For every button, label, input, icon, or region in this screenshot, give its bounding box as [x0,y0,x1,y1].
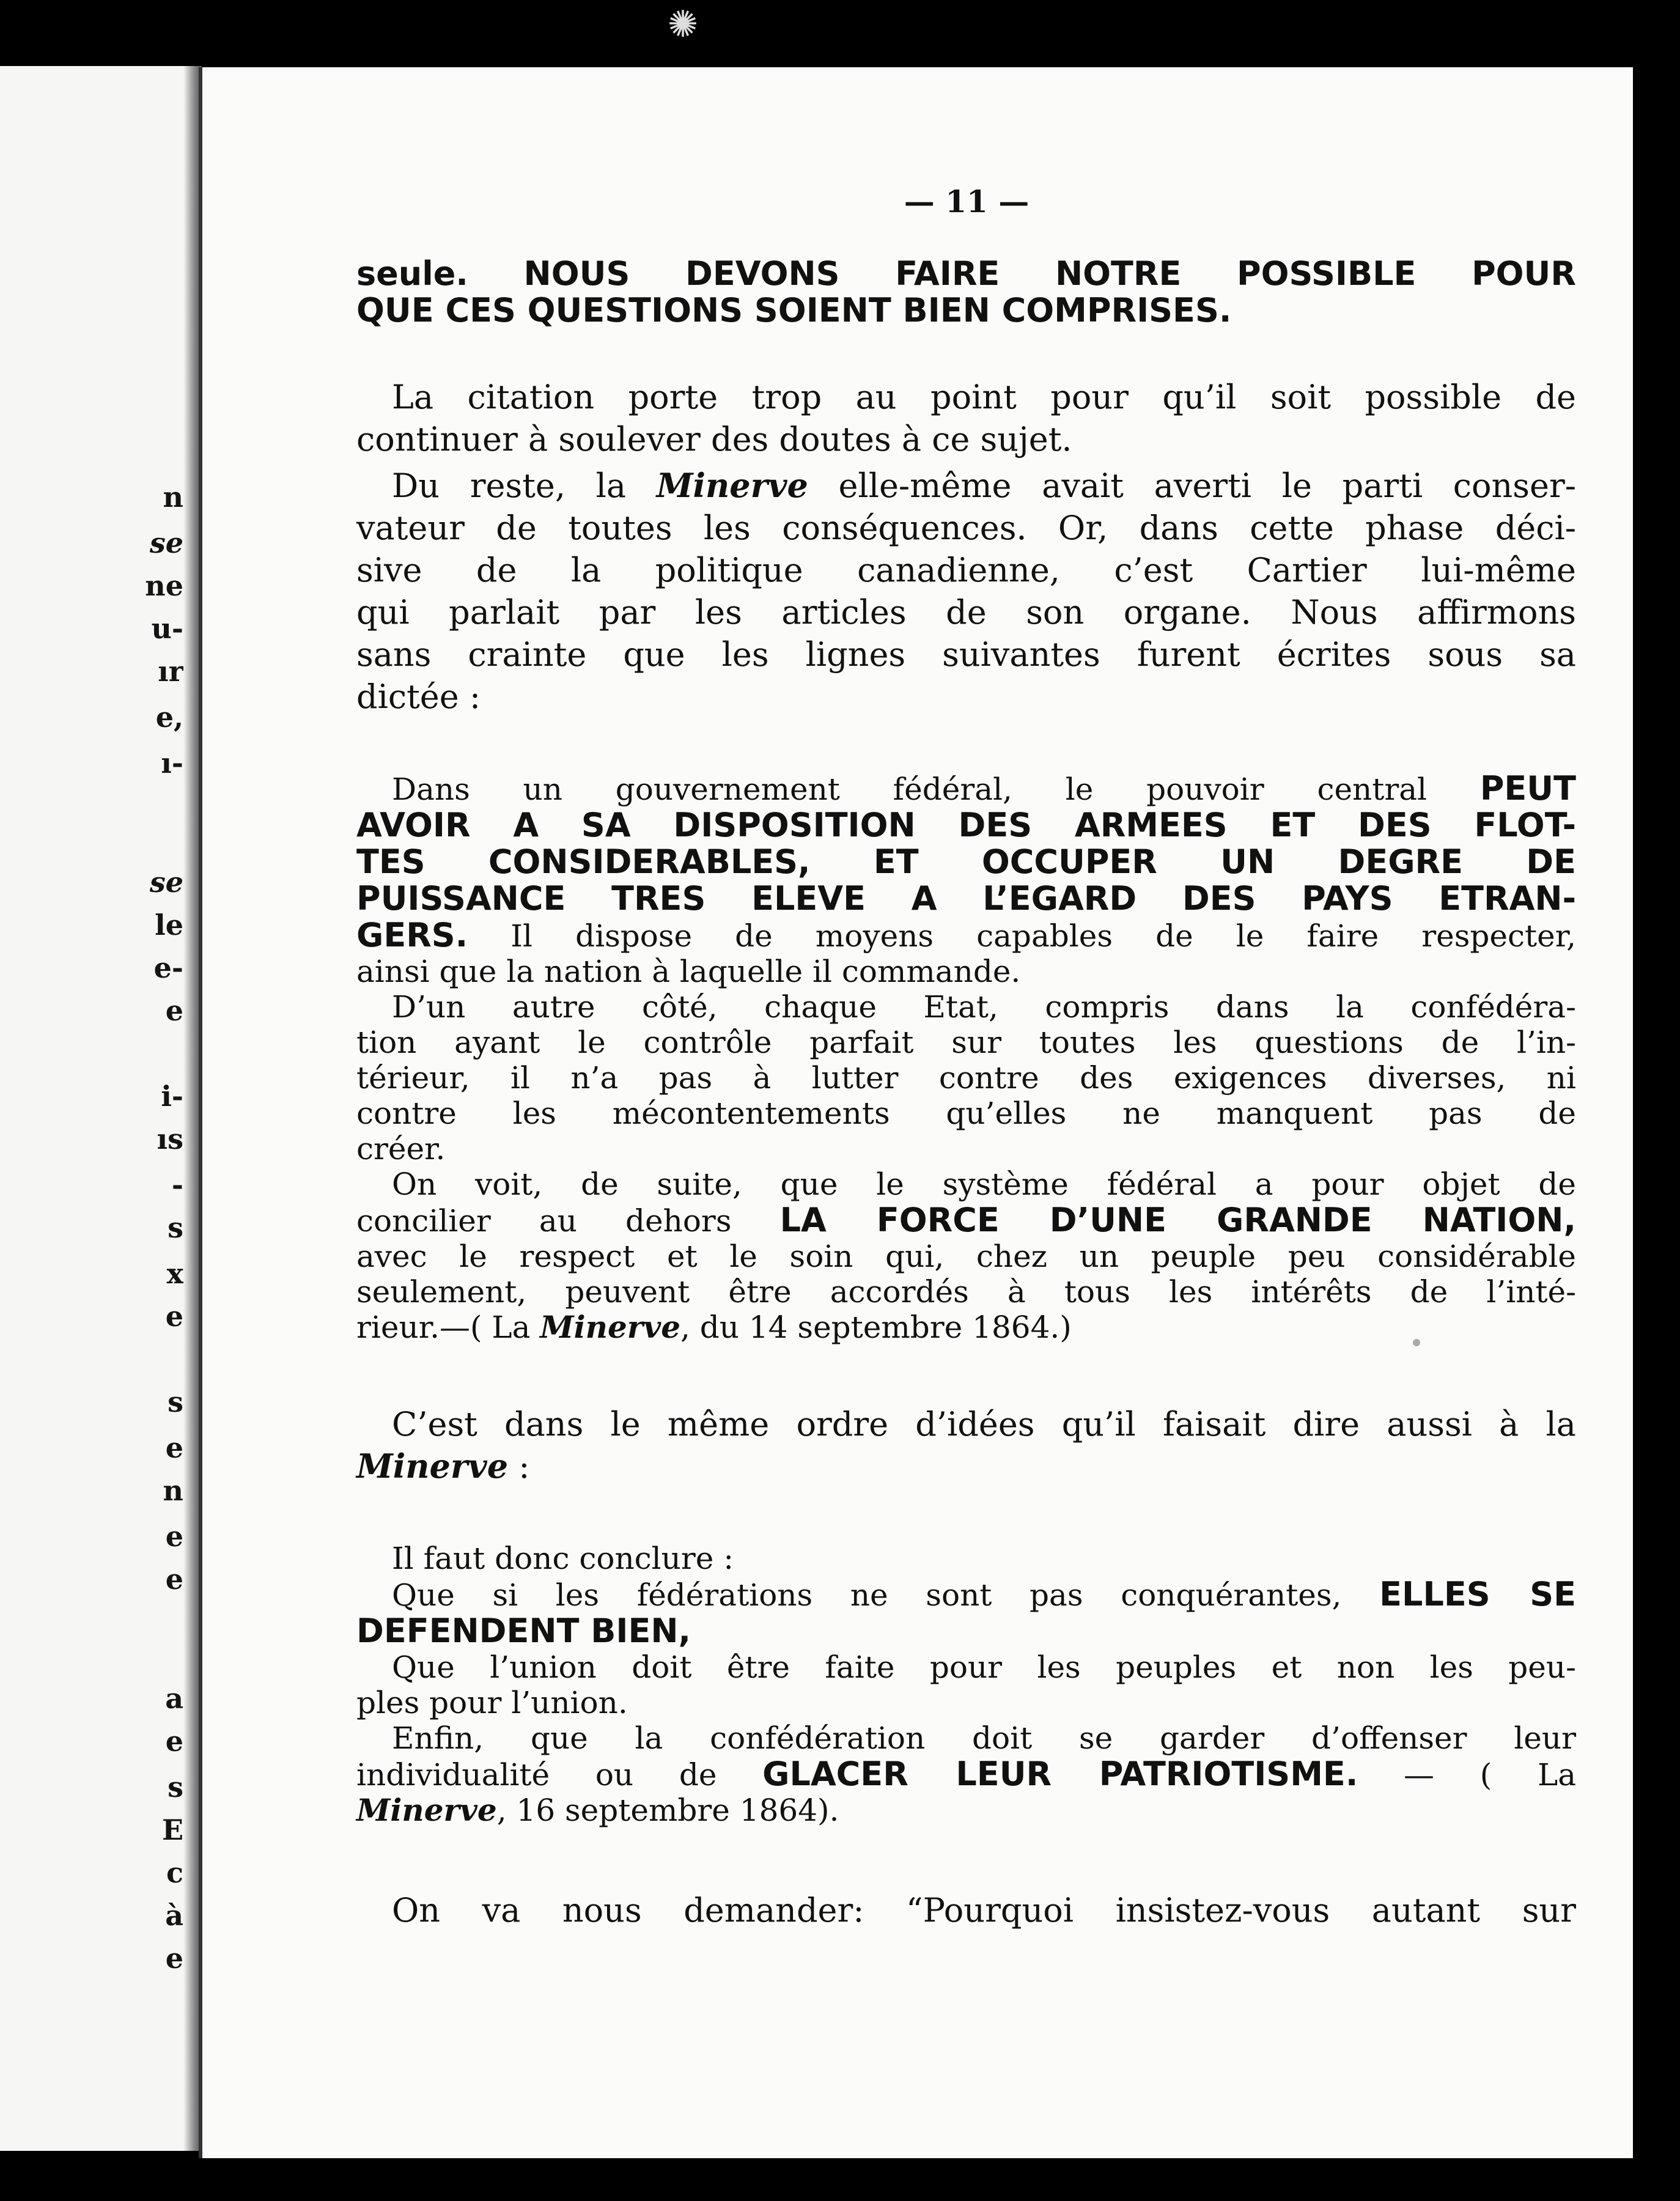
left-page-fragment: à [165,1899,183,1932]
left-page-fragment: i- [161,1080,183,1113]
text-line: Que si les fédérations ne sont pas conquérantes, ELLES SE [392,1575,1576,1613]
left-page-fragment: - [171,1168,183,1201]
left-page-fragment: se [149,526,183,559]
text-line: ples pour l’union. [356,1685,628,1720]
quotation-block [356,1541,1576,1828]
left-page-fragment: e, [155,701,183,734]
left-page-fragment: e- [153,951,183,984]
left-page-fragment: e [165,1431,183,1464]
text-line: térieur, il n’a pas à lutter contre des exigences diverses, ni [356,1060,1576,1096]
text-line: DEFENDENT BIEN, [356,1612,691,1650]
text-line: dictée : [356,677,481,716]
text-line: ainsi que la nation à laquelle il commande. [356,954,1021,989]
text-line: Du reste, la Minerve elle-même avait averti le parti conser- [392,466,1577,505]
paragraph-continuation [356,256,1576,329]
text-line: contre les mécontentements qu’elles ne manquent pas de [356,1096,1576,1131]
text-line: Dans un gouvernement fédéral, le pouvoir central PEUT [392,769,1576,808]
left-page-fragment: a [165,1682,183,1715]
left-page-fragment: e [165,1725,183,1758]
left-page-fragment: ıs [157,1123,183,1156]
left-page-fragment: e [165,1563,183,1596]
paragraph [356,465,1576,718]
left-page-fragment: le [155,909,183,942]
text-line: seulement, peuvent être accordés à tous les intérêts de l’inté- [356,1274,1576,1310]
left-facing-page [0,66,191,2151]
main-page [199,67,1633,2158]
text-line: tion ayant le contrôle parfait sur toutes les questions de l’in- [356,1025,1576,1060]
left-page-fragment: s [168,1771,183,1804]
text-line: rieur.—( La Minerve, du 14 septembre 1864.) [356,1309,1072,1345]
text-line: créer. [356,1131,446,1167]
text-line: Minerve, 16 septembre 1864). [356,1792,839,1828]
left-page-fragment: ı- [161,747,183,780]
text-line: On voit, de suite, que le système fédéral a pour objet de [392,1167,1576,1202]
left-page-fragment: e [165,1942,183,1975]
text-line: concilier au dehors LA FORCE D’UNE GRANDE NATION, [356,1201,1576,1239]
text-line: vateur de toutes les conséquences. Or, dans cette phase déci- [356,509,1576,547]
paper-speck [1413,1339,1420,1346]
left-page-fragment: c [166,1856,183,1889]
left-page-fragment: e [165,1520,183,1553]
text-line: Il faut donc conclure : [392,1541,734,1576]
paragraph [356,1403,1576,1488]
text-line: D’un autre côté, chaque Etat, compris dans la confédéra- [392,989,1576,1025]
text-line: avec le respect et le soin qui, chez un peuple peu considérable [356,1239,1576,1274]
text-line: GERS. Il dispose de moyens capables de le faire respecter, [356,916,1576,954]
left-page-fragment: s [168,1211,183,1244]
text-line: PUISSANCE TRES ELEVE A L’EGARD DES PAYS ETRAN- [356,879,1576,918]
page-number: — 11 — [904,183,1030,219]
text-line: QUE CES QUESTIONS SOIENT BIEN COMPRISES. [356,291,1232,330]
left-page-fragment: ır [158,655,183,688]
quotation-block [356,770,1576,1345]
text-line: continuer à soulever des doutes à ce sujet. [356,420,1072,459]
left-page-fragment: x [166,1257,183,1290]
text-line: TES CONSIDERABLES, ET OCCUPER UN DEGRE DE [356,842,1576,881]
left-page-fragment: e [165,994,183,1027]
left-page-fragment: se [149,866,183,899]
text-line: On va nous demander: “Pourquoi insistez-vous autant sur [392,1891,1576,1930]
text-line: individualité ou de GLACER LEUR PATRIOTISME. — ( La [356,1755,1576,1793]
left-page-fragment: n [163,1474,183,1507]
text-line: AVOIR A SA DISPOSITION DES ARMEES ET DES FLOT- [356,806,1576,844]
left-page-fragment: u- [151,612,183,645]
left-page-fragment: E [161,1813,183,1846]
text-line: C’est dans le même ordre d’idées qu’il faisait dire aussi à la [392,1405,1576,1443]
paragraph [356,376,1576,460]
library-stamp: ✺ [667,3,699,46]
text-line: sans crainte que les lignes suivantes furent écrites sous sa [356,635,1576,674]
text-line: sive de la politique canadienne, c’est Cartier lui-même [356,551,1576,589]
text-line: seule. NOUS DEVONS FAIRE NOTRE POSSIBLE POUR [356,254,1576,293]
left-page-fragment: ne [145,569,183,602]
text-line: qui parlait par les articles de son organe. Nous affirmons [356,593,1576,632]
text-line: Minerve : [356,1447,530,1486]
text-line: Enfin, que la confédération doit se garder d’offenser leur [392,1720,1576,1756]
paragraph [356,1889,1576,1931]
left-page-fragment: s [168,1385,183,1418]
left-page-fragment: n [163,481,183,514]
text-line: Que l’union doit être faite pour les peuples et non les peu- [392,1650,1576,1685]
text-line: La citation porte trop au point pour qu’il soit possible de [392,378,1576,416]
left-page-fragment: e [165,1300,183,1333]
